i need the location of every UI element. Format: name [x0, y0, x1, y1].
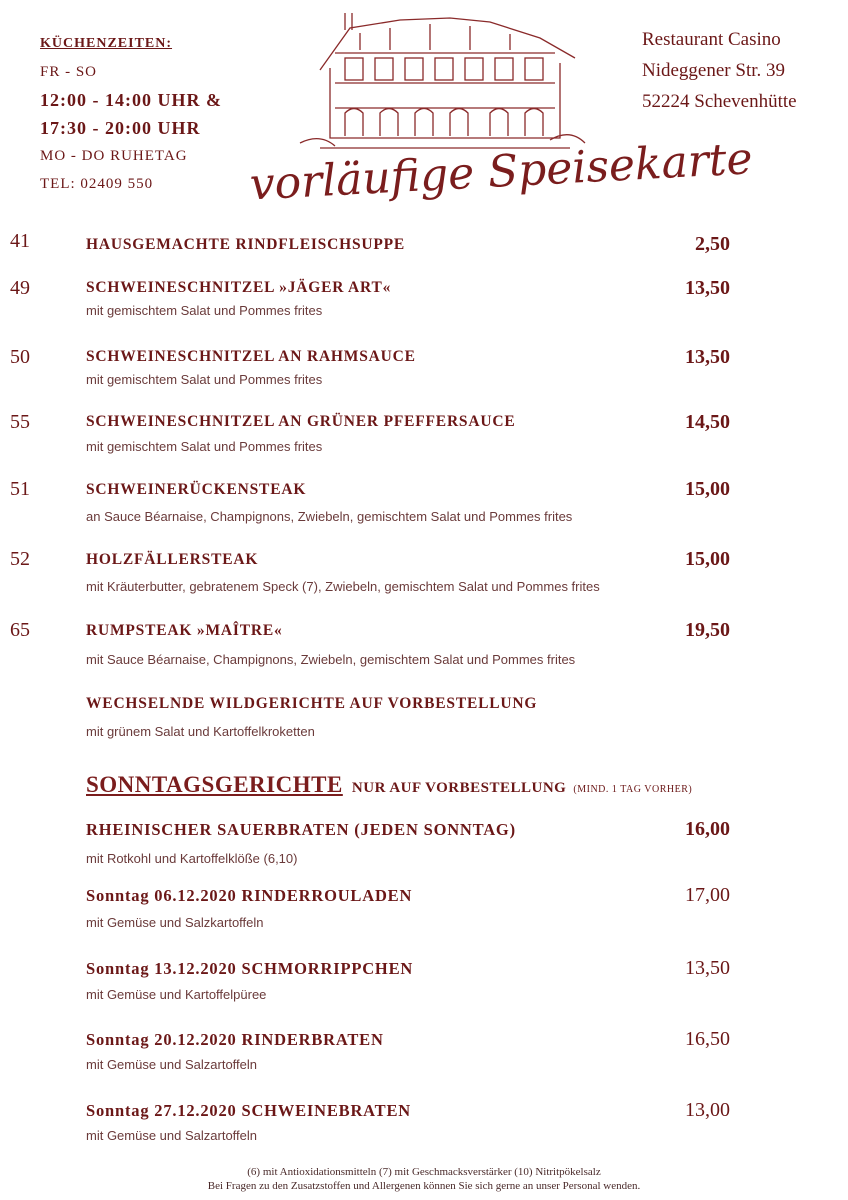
item-number: 49 — [10, 277, 30, 299]
item-name: Sonntag 20.12.2020 RINDERBRATEN — [86, 1030, 384, 1049]
item-name: RHEINISCHER SAUERBRATEN (JEDEN SONNTAG) — [86, 820, 516, 839]
restaurant-street: Nideggener Str. 39 — [642, 60, 786, 81]
item-name: SCHWEINESCHNITZEL AN GRÜNER PFEFFERSAUCE — [86, 413, 516, 430]
item-number: 51 — [10, 478, 30, 500]
additives-note: (6) mit Antioxidationsmitteln (7) mit Geschmacksverstärker (10) Nitritpökelsalz — [247, 1166, 601, 1178]
hours-time-2: 17:30 - 20:00 UHR — [40, 118, 201, 138]
restaurant-address — [642, 24, 842, 117]
restaurant-city: 52224 Schevenhütte — [642, 91, 797, 112]
sunday-subheading: NUR AUF VORBESTELLUNG — [351, 780, 567, 796]
item-name: SCHWEINESCHNITZEL AN RAHMSAUCE — [86, 348, 416, 365]
item-number: 55 — [10, 411, 30, 433]
item-price: 16,00 — [685, 818, 730, 840]
item-number: 52 — [10, 548, 30, 570]
item-price: 16,50 — [685, 1028, 730, 1050]
item-price: 13,50 — [685, 277, 730, 299]
restaurant-name: Restaurant Casino — [642, 29, 781, 50]
item-description: an Sauce Béarnaise, Champignons, Zwiebeln, gemischtem Salat und Pommes frites — [86, 509, 573, 524]
hours-time-1: 12:00 - 14:00 UHR & — [40, 90, 222, 110]
item-description: mit Gemüse und Salzartoffeln — [86, 1057, 258, 1072]
item-name: Sonntag 13.12.2020 SCHMORRIPPCHEN — [86, 959, 414, 978]
item-price: 13,00 — [685, 1099, 730, 1121]
sunday-note: (MIND. 1 TAG VORHER) — [573, 784, 693, 795]
item-price: 17,00 — [685, 884, 730, 906]
item-name: RUMPSTEAK »MAÎTRE« — [86, 622, 283, 639]
item-number: 65 — [10, 619, 30, 641]
item-description: mit Rotkohl und Kartoffelklöße (6,10) — [86, 851, 298, 866]
item-name: SCHWEINERÜCKENSTEAK — [86, 481, 307, 498]
hours-rest-day: MO - DO RUHETAG — [40, 148, 188, 164]
item-description: mit grünem Salat und Kartoffelkroketten — [86, 724, 315, 739]
item-number: 50 — [10, 346, 30, 368]
item-description: mit Gemüse und Salzkartoffeln — [86, 915, 264, 930]
item-description: mit Gemüse und Salzartoffeln — [86, 1128, 258, 1143]
item-price: 13,50 — [685, 957, 730, 979]
item-description: mit Sauce Béarnaise, Champignons, Zwiebeln, gemischtem Salat und Pommes frites — [86, 652, 576, 667]
hours-phone: TEL: 02409 550 — [40, 176, 154, 192]
item-price: 14,50 — [685, 411, 730, 433]
item-name: SCHWEINESCHNITZEL »JÄGER ART« — [86, 279, 392, 296]
item-name: HOLZFÄLLERSTEAK — [86, 551, 259, 568]
kitchen-hours — [40, 30, 270, 198]
item-price: 15,00 — [685, 548, 730, 570]
menu-title: vorläufige Speisekarte — [248, 133, 754, 211]
item-name: HAUSGEMACHTE RINDFLEISCHSUPPE — [86, 236, 406, 253]
hours-title: KÜCHENZEITEN: — [40, 36, 173, 51]
item-price: 19,50 — [685, 619, 730, 641]
restaurant-building-illustration — [290, 8, 590, 158]
item-price: 15,00 — [685, 478, 730, 500]
item-description: mit gemischtem Salat und Pommes frites — [86, 372, 323, 387]
item-name: Sonntag 06.12.2020 RINDERROULADEN — [86, 886, 413, 905]
allergen-note: Bei Fragen zu den Zusatzstoffen und Allergenen können Sie sich gerne an unser Personal wenden. — [207, 1180, 641, 1192]
sunday-heading: SONNTAGSGERICHTE — [86, 772, 343, 797]
item-description: mit gemischtem Salat und Pommes frites — [86, 303, 323, 318]
item-name: Sonntag 27.12.2020 SCHWEINEBRATEN — [86, 1101, 411, 1120]
item-price: 13,50 — [685, 346, 730, 368]
allergen-footer — [0, 1165, 848, 1193]
sunday-section-header — [86, 772, 692, 798]
item-description: mit Kräuterbutter, gebratenem Speck (7), Zwiebeln, gemischtem Salat und Pommes frites — [86, 579, 600, 594]
item-price: 2,50 — [695, 233, 730, 255]
item-description: mit Gemüse und Kartoffelpüree — [86, 987, 267, 1002]
item-name: WECHSELNDE WILDGERICHTE AUF VORBESTELLUNG — [86, 695, 538, 712]
hours-days: FR - SO — [40, 64, 98, 80]
item-number: 41 — [10, 230, 30, 252]
item-description: mit gemischtem Salat und Pommes frites — [86, 439, 323, 454]
